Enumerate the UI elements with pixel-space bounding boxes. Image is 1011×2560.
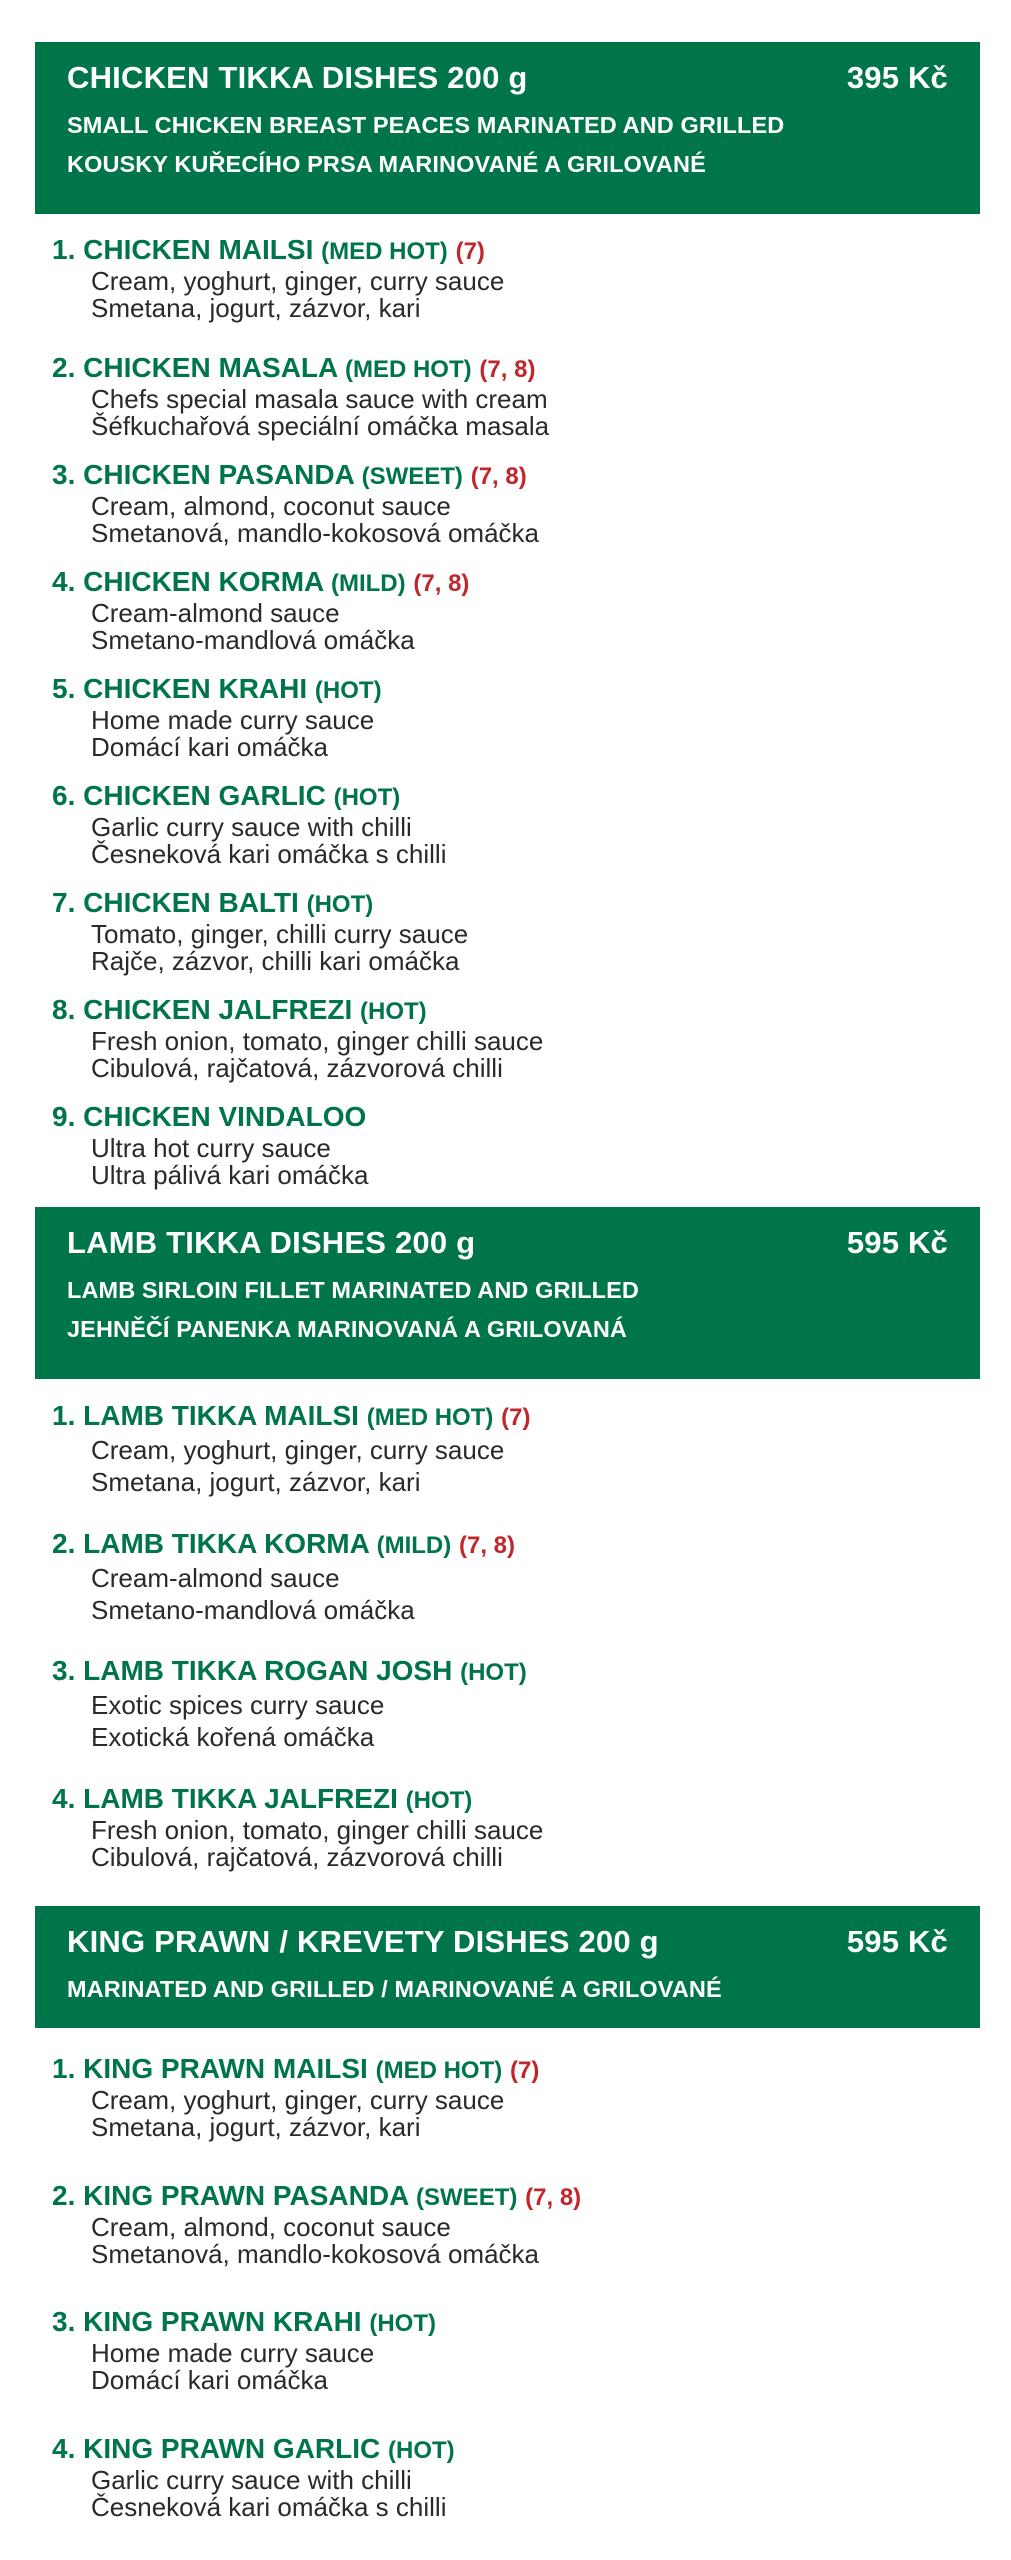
dish-description-cz: Šéfkuchařová speciální omáčka masala — [91, 411, 550, 441]
section-price: 595 Kč — [846, 1924, 948, 1959]
dish-description-cz: Domácí kari omáčka — [91, 2365, 328, 2395]
section-title: LAMB TIKKA DISHES 200 g — [67, 1225, 476, 1260]
dish-description-cz: Smetano-mandlová omáčka — [91, 1595, 415, 1625]
dish-description-cz: Smetano-mandlová omáčka — [91, 625, 415, 655]
allergens: (7) — [455, 238, 485, 265]
dish-name-line — [52, 1528, 972, 1562]
dish-description-en: Cream-almond sauce — [91, 1563, 340, 1593]
dish-name-line — [52, 459, 972, 493]
dish-name-line — [52, 2433, 972, 2467]
dish-description-en: Home made curry sauce — [91, 2338, 375, 2368]
dish-description-en: Chefs special masala sauce with cream — [91, 384, 548, 414]
dish-name: 4. CHICKEN KORMA — [52, 566, 324, 597]
spice-level: (HOT) — [369, 2310, 437, 2337]
spice-level: (HOT) — [306, 891, 374, 918]
spice-level: (SWEET) — [361, 463, 463, 490]
dish-description-cz: Ultra pálivá kari omáčka — [91, 1160, 369, 1190]
dish-name-line — [52, 2180, 972, 2214]
dish-description-cz: Cibulová, rajčatová, zázvorová chilli — [91, 1842, 503, 1872]
dish-name-line — [52, 994, 972, 1028]
dish-description-en: Cream, yoghurt, ginger, curry sauce — [91, 2085, 505, 2115]
menu-item — [52, 2053, 972, 2141]
dish-name: 3. LAMB TIKKA ROGAN JOSH — [52, 1655, 453, 1686]
dish-name: 9. CHICKEN VINDALOO — [52, 1101, 367, 1132]
dish-name: 2. CHICKEN MASALA — [52, 352, 338, 383]
dish-description-en: Fresh onion, tomato, ginger chilli sauce — [91, 1815, 544, 1845]
dish-description-en: Ultra hot curry sauce — [91, 1133, 331, 1163]
dish-name-line — [52, 780, 972, 814]
allergens: (7, 8) — [459, 1532, 516, 1559]
spice-level: (MED HOT) — [375, 2057, 503, 2084]
section-subtitle-cz: JEHNĚČÍ PANENKA MARINOVANÁ A GRILOVANÁ — [67, 1316, 627, 1342]
dish-description-cz: Exotická kořená omáčka — [91, 1722, 375, 1752]
menu-item — [52, 1101, 972, 1189]
menu-item — [52, 1783, 972, 1871]
menu-item — [52, 2306, 972, 2394]
dish-description-cz: Smetanová, mandlo-kokosová omáčka — [91, 518, 540, 548]
dish-description-en: Cream-almond sauce — [91, 598, 340, 628]
dish-description-cz: Rajče, zázvor, chilli kari omáčka — [91, 946, 460, 976]
dish-name: 6. CHICKEN GARLIC — [52, 780, 326, 811]
spice-level: (HOT) — [314, 677, 382, 704]
section-subtitle-en: SMALL CHICKEN BREAST PEACES MARINATED AND GRILLED — [67, 112, 785, 138]
dish-description-cz: Smetana, jogurt, zázvor, kari — [91, 1467, 421, 1497]
spice-level: (MED HOT) — [321, 238, 448, 265]
dish-name-line — [52, 1101, 972, 1135]
dish-name-line — [52, 566, 972, 600]
spice-level: (HOT) — [388, 2437, 455, 2464]
allergens: (7, 8) — [413, 570, 470, 597]
spice-level: (HOT) — [333, 784, 401, 811]
dish-name-line — [52, 2053, 972, 2087]
section-price: 595 Kč — [846, 1225, 948, 1260]
dish-name: 3. KING PRAWN KRAHI — [52, 2306, 362, 2337]
dish-description-cz: Smetanová, mandlo-kokosová omáčka — [91, 2239, 540, 2269]
menu-item — [52, 673, 972, 761]
dish-description-en: Garlic curry sauce with chilli — [91, 812, 412, 842]
dish-description-en: Cream, yoghurt, ginger, curry sauce — [91, 266, 505, 296]
menu-item — [52, 566, 972, 654]
dish-name: 5. CHICKEN KRAHI — [52, 673, 308, 704]
dish-description-en: Garlic curry sauce with chilli — [91, 2465, 412, 2495]
spice-level: (MILD) — [376, 1532, 452, 1559]
menu-item — [52, 887, 972, 975]
dish-name-line — [52, 352, 972, 386]
section-header-lamb — [35, 1207, 980, 1379]
dish-description-en: Exotic spices curry sauce — [91, 1690, 385, 1720]
dish-description-en: Cream, almond, coconut sauce — [91, 2212, 451, 2242]
menu-item — [52, 1528, 972, 1626]
dish-name: 2. LAMB TIKKA KORMA — [52, 1528, 369, 1559]
dish-name-line — [52, 1655, 972, 1689]
menu-item — [52, 352, 972, 440]
section-header-chicken — [35, 42, 980, 214]
section-title: CHICKEN TIKKA DISHES 200 g — [67, 60, 528, 95]
dish-name: 4. LAMB TIKKA JALFREZI — [52, 1783, 398, 1814]
dish-name: 2. KING PRAWN PASANDA — [52, 2180, 409, 2211]
dish-name: 8. CHICKEN JALFREZI — [52, 994, 353, 1025]
dish-description-en: Cream, almond, coconut sauce — [91, 491, 451, 521]
spice-level: (HOT) — [460, 1659, 527, 1686]
dish-description-en: Fresh onion, tomato, ginger chilli sauce — [91, 1026, 544, 1056]
dish-name-line — [52, 2306, 972, 2340]
spice-level: (MED HOT) — [344, 356, 472, 383]
spice-level: (MED HOT) — [366, 1404, 494, 1431]
dish-description-en: Cream, yoghurt, ginger, curry sauce — [91, 1435, 505, 1465]
dish-name-line — [52, 1783, 972, 1817]
dish-name: 7. CHICKEN BALTI — [52, 887, 299, 918]
dish-description-cz: Smetana, jogurt, zázvor, kari — [91, 293, 421, 323]
dish-description-cz: Česneková kari omáčka s chilli — [91, 2492, 447, 2522]
allergens: (7) — [501, 1404, 531, 1431]
spice-level: (SWEET) — [416, 2184, 518, 2211]
section-subtitle-en: LAMB SIRLOIN FILLET MARINATED AND GRILLED — [67, 1277, 639, 1303]
menu-item — [52, 234, 972, 322]
dish-description-cz: Česneková kari omáčka s chilli — [91, 839, 447, 869]
allergens: (7, 8) — [470, 463, 527, 490]
section-subtitle: MARINATED AND GRILLED / MARINOVANÉ A GRILOVANÉ — [67, 1976, 722, 2002]
menu-item — [52, 1400, 972, 1498]
spice-level: (MILD) — [330, 570, 406, 597]
menu-item — [52, 1655, 972, 1753]
allergens: (7) — [510, 2057, 540, 2084]
dish-name-line — [52, 1400, 972, 1434]
section-subtitle-cz: KOUSKY KUŘECÍHO PRSA MARINOVANÉ A GRILOVANÉ — [67, 151, 706, 177]
menu-item — [52, 2180, 972, 2268]
dish-name-line — [52, 673, 972, 707]
dish-name: 3. CHICKEN PASANDA — [52, 459, 354, 490]
dish-description-en: Tomato, ginger, chilli curry sauce — [91, 919, 469, 949]
dish-name: 1. LAMB TIKKA MAILSI — [52, 1400, 359, 1431]
dish-description-cz: Cibulová, rajčatová, zázvorová chilli — [91, 1053, 503, 1083]
menu-item — [52, 2433, 972, 2521]
section-title: KING PRAWN / KREVETY DISHES 200 g — [67, 1924, 659, 1959]
menu-item — [52, 780, 972, 868]
allergens: (7, 8) — [525, 2184, 582, 2211]
dish-description-cz: Smetana, jogurt, zázvor, kari — [91, 2112, 421, 2142]
dish-description-cz: Domácí kari omáčka — [91, 732, 328, 762]
spice-level: (HOT) — [360, 998, 427, 1025]
menu-item — [52, 459, 972, 547]
spice-level: (HOT) — [405, 1787, 473, 1814]
dish-name-line — [52, 234, 972, 268]
dish-name-line — [52, 887, 972, 921]
menu-item — [52, 994, 972, 1082]
dish-name: 1. KING PRAWN MAILSI — [52, 2053, 368, 2084]
allergens: (7, 8) — [479, 356, 536, 383]
dish-description-en: Home made curry sauce — [91, 705, 375, 735]
section-price: 395 Kč — [846, 60, 948, 95]
dish-name: 4. KING PRAWN GARLIC — [52, 2433, 381, 2464]
section-header-king-prawn — [35, 1906, 980, 2028]
dish-name: 1. CHICKEN MAILSI — [52, 234, 314, 265]
